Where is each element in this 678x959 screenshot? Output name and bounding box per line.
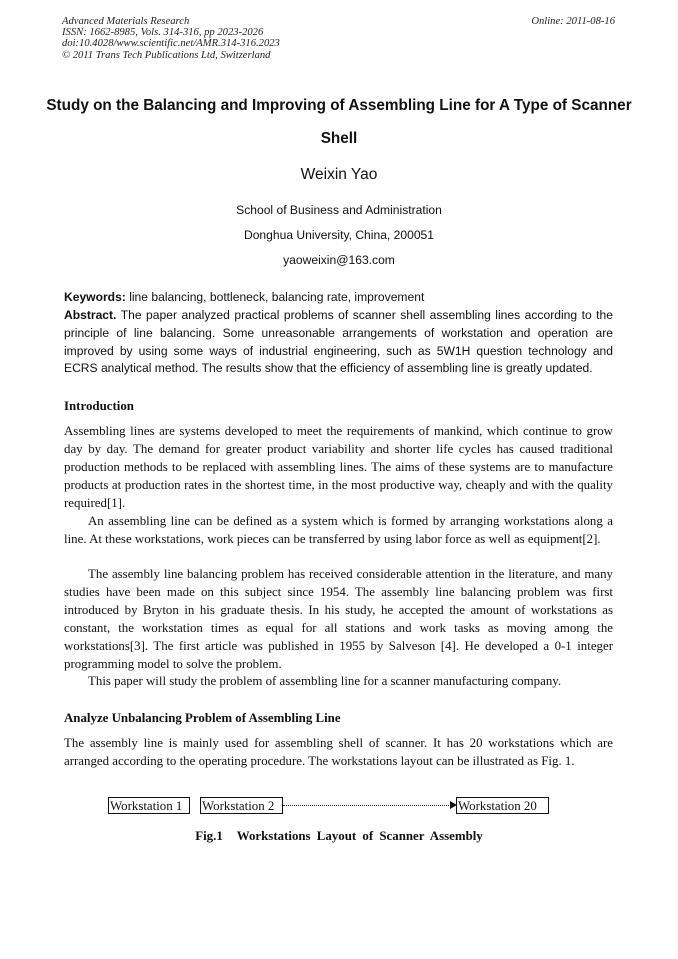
abstract-label: Abstract. xyxy=(64,308,117,322)
journal-name: Advanced Materials Research xyxy=(62,16,190,27)
affiliation-school: School of Business and Administration xyxy=(236,203,442,217)
workstation-box-1: Workstation 1 xyxy=(108,797,190,814)
affiliation-university: Donghua University, China, 200051 xyxy=(243,228,435,242)
journal-doi: doi:10.4028/www.scientific.net/AMR.314-316.2023 xyxy=(62,38,280,50)
journal-issn: ISSN: 1662-8985, Vols. 314-316, pp 2023-2026 xyxy=(62,27,264,39)
section-heading-analyze: Analyze Unbalancing Problem of Assembling Line xyxy=(64,711,341,725)
figure-caption-number: Fig.1 xyxy=(195,829,223,843)
keywords-text: line balancing, bottleneck, balancing rate, improvement xyxy=(125,290,425,304)
journal-copyright: © 2011 Trans Tech Publications Ltd, Switzerland xyxy=(62,49,271,61)
figure-caption-text: Workstations Layout of Scanner Assembly xyxy=(236,829,483,843)
analyze-paragraph: The assembly line is mainly used for assembling shell of scanner. It has 20 workstations which are arranged according to the operating procedure. The workstations layout can be illustrated as Fig. 1. xyxy=(64,736,613,768)
workstation-box-20: Workstation 20 xyxy=(456,797,549,814)
affiliation-email: yaoweixin@163.com xyxy=(283,253,395,267)
intro-paragraph-4: This paper will study the problem of assembling line for a scanner manufacturing company. xyxy=(88,674,562,688)
section-heading-introduction: Introduction xyxy=(64,399,134,413)
workstation-box-2: Workstation 2 xyxy=(200,797,283,814)
paper-title: Study on the Balancing and Improving of Assembling Line for A Type of Scanner Shell xyxy=(46,97,632,147)
figure-caption xyxy=(0,829,678,844)
dotted-connector xyxy=(283,805,451,806)
author-name: Weixin Yao xyxy=(300,166,378,183)
intro-paragraph-1: Assembling lines are systems developed to meet the requirements of mankind, which continue to grow day by day. The demand for greater product variability and shorter life cycles has caused traditional production methods to be replaced with assembling lines. The aims of these systems are to manufacture products at production rates in the shortest time, in the most productive way, cheaply and with the quality required[1]. xyxy=(64,424,613,510)
intro-paragraph-2: An assembling line can be defined as a system which is formed by arranging workstations along a line. At these workstations, work pieces can be transferred by using labor force as well as equipment[2]. xyxy=(64,514,613,546)
abstract xyxy=(64,307,613,378)
journal-header xyxy=(62,16,615,61)
keywords xyxy=(64,289,613,307)
intro-paragraph-3: The assembly line balancing problem has received considerable attention in the literature, and many studies have been made on this subject since 1954. The assembly line balancing problem was first introduced by Bryton in his graduate thesis. In his study, he accepted the amount of workstations as constant, the workstation times as equal for all stations and work tasks as moving among the workstations[3]. The first article was published in 1955 by Salveson [4]. He developed a 0-1 integer programming model to solve the problem. xyxy=(64,567,613,671)
online-date: Online: 2011-08-16 xyxy=(531,16,615,27)
abstract-text: The paper analyzed practical problems of scanner shell assembling lines according to the principle of line balancing. Some unreasonable arrangements of workstation and operation are improved by using some ways of industrial engineering, such as 5W1H question technology and ECRS analytical method. The results show that the efficiency of assembling line is greatly updated. xyxy=(64,308,613,376)
keywords-label: Keywords: xyxy=(64,290,126,304)
